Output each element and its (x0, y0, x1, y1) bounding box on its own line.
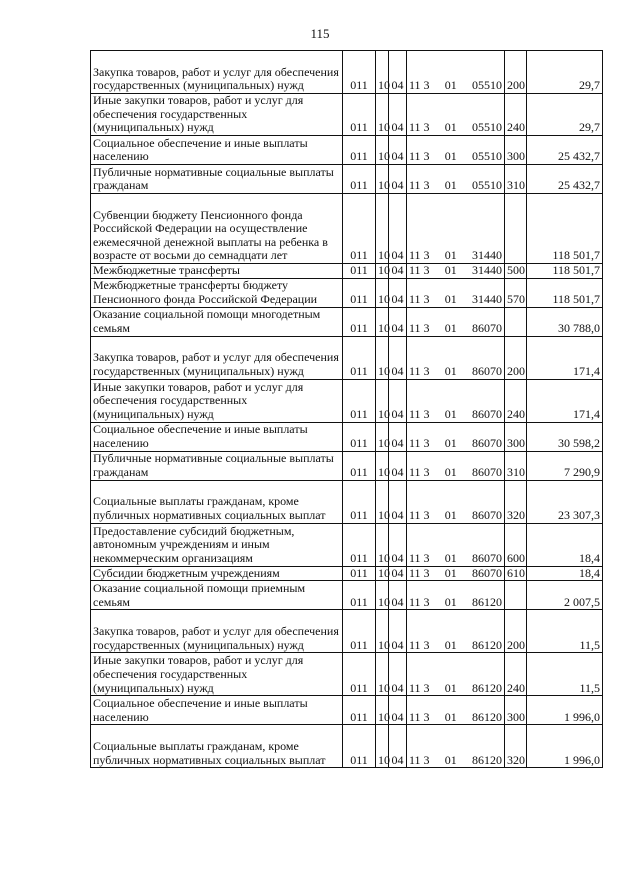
expense-type-cell (505, 581, 527, 610)
glav-code-cell: 011 (343, 379, 376, 422)
target-article-part: 31440 (472, 263, 502, 277)
target-article-cell (407, 165, 505, 194)
amount-cell: 29,7 (527, 94, 603, 136)
target-article-cell (407, 422, 505, 451)
target-article-cell (407, 480, 505, 523)
subsection-code-cell: 04 (389, 581, 407, 610)
name-cell: Социальные выплаты гражданам, кроме публичных нормативных социальных выплат (91, 480, 343, 523)
name-cell: Межбюджетные трансферты (91, 264, 343, 279)
expense-type-cell: 240 (505, 653, 527, 696)
expense-type-cell: 320 (505, 480, 527, 523)
table-row (91, 451, 603, 480)
target-article-part: 86070 (472, 508, 502, 522)
glav-code-cell: 011 (343, 194, 376, 264)
target-article-part: 11 3 (409, 551, 430, 565)
expense-type-cell: 300 (505, 696, 527, 725)
name-cell: Закупка товаров, работ и услуг для обеспечения государственных (муниципальных) нужд (91, 336, 343, 379)
glav-code-cell: 011 (343, 336, 376, 379)
target-article-part: 86070 (472, 364, 502, 378)
target-article-part: 86070 (472, 565, 502, 580)
name-cell: Субсидии бюджетным учреждениям (91, 566, 343, 581)
section-code-cell: 10 (376, 451, 389, 480)
name-cell: Иные закупки товаров, работ и услуг для обеспечения государственных (муниципальных) нужд (91, 379, 343, 422)
amount-cell: 1 996,0 (527, 725, 603, 768)
name-cell: Оказание социальной помощи многодетным семьям (91, 307, 343, 336)
table-row (91, 696, 603, 725)
section-code-cell: 10 (376, 264, 389, 279)
target-article-cell (407, 696, 505, 725)
glav-code-cell: 011 (343, 653, 376, 696)
name-cell: Социальные выплаты гражданам, кроме публичных нормативных социальных выплат (91, 725, 343, 768)
expense-type-cell: 500 (505, 264, 527, 279)
section-code-cell: 10 (376, 165, 389, 194)
target-article-part: 01 (444, 709, 457, 724)
amount-cell: 118 501,7 (527, 264, 603, 279)
glav-code-cell: 011 (343, 610, 376, 653)
subsection-code-cell: 04 (389, 725, 407, 768)
table-row (91, 94, 603, 136)
glav-code-cell: 011 (343, 136, 376, 165)
expense-type-cell: 310 (505, 451, 527, 480)
target-article-cell (407, 581, 505, 610)
target-article-part: 01 (444, 752, 457, 767)
target-article-part: 05510 (472, 178, 502, 193)
name-cell: Закупка товаров, работ и услуг для обеспечения государственных (муниципальных) нужд (91, 51, 343, 94)
name-cell: Социальное обеспечение и иные выплаты населению (91, 136, 343, 165)
target-article-part: 86070 (472, 407, 502, 421)
target-article-part: 11 3 (409, 436, 430, 450)
glav-code-cell: 011 (343, 278, 376, 307)
target-article-part: 86070 (472, 321, 502, 335)
target-article-part: 01 (444, 248, 457, 263)
target-article-part: 11 3 (409, 78, 430, 93)
subsection-code-cell: 04 (389, 379, 407, 422)
target-article-part: 11 3 (409, 637, 430, 652)
subsection-code-cell: 04 (389, 696, 407, 725)
subsection-code-cell: 04 (389, 165, 407, 194)
page-number: 115 (310, 26, 330, 41)
target-article-part: 86120 (472, 594, 502, 609)
target-article-part: 11 3 (409, 565, 430, 580)
expense-type-cell: 570 (505, 278, 527, 307)
amount-cell: 118 501,7 (527, 194, 603, 264)
expense-type-cell: 300 (505, 422, 527, 451)
target-article-part: 11 3 (409, 680, 430, 695)
name-cell: Иные закупки товаров, работ и услуг для обеспечения государственных (муниципальных) нужд (91, 653, 343, 696)
table-row (91, 480, 603, 523)
section-code-cell: 10 (376, 581, 389, 610)
amount-cell: 18,4 (527, 566, 603, 581)
target-article-cell (407, 379, 505, 422)
section-code-cell: 10 (376, 51, 389, 94)
table-row (91, 725, 603, 768)
glav-code-cell: 011 (343, 451, 376, 480)
glav-code-cell: 011 (343, 725, 376, 768)
target-article-part: 01 (444, 364, 457, 378)
subsection-code-cell: 04 (389, 278, 407, 307)
target-article-part: 86070 (472, 436, 502, 450)
section-code-cell: 10 (376, 480, 389, 523)
glav-code-cell: 011 (343, 165, 376, 194)
target-article-part: 86070 (472, 465, 502, 479)
section-code-cell: 10 (376, 523, 389, 566)
table-row (91, 581, 603, 610)
table-row (91, 336, 603, 379)
subsection-code-cell: 04 (389, 653, 407, 696)
amount-cell: 25 432,7 (527, 136, 603, 165)
table-row (91, 278, 603, 307)
amount-cell: 171,4 (527, 336, 603, 379)
amount-cell: 25 432,7 (527, 165, 603, 194)
target-article-part: 11 3 (409, 407, 430, 421)
expense-type-cell: 610 (505, 566, 527, 581)
target-article-part: 11 3 (409, 465, 430, 479)
section-code-cell: 10 (376, 379, 389, 422)
subsection-code-cell: 04 (389, 307, 407, 336)
section-code-cell: 10 (376, 336, 389, 379)
amount-cell: 2 007,5 (527, 581, 603, 610)
target-article-part: 11 3 (409, 292, 430, 306)
target-article-part: 01 (444, 465, 457, 479)
section-code-cell: 10 (376, 610, 389, 653)
subsection-code-cell: 04 (389, 194, 407, 264)
target-article-part: 05510 (472, 78, 502, 93)
table-row (91, 51, 603, 94)
section-code-cell: 10 (376, 278, 389, 307)
target-article-part: 31440 (472, 248, 502, 263)
target-article-cell (407, 194, 505, 264)
section-code-cell: 10 (376, 422, 389, 451)
subsection-code-cell: 04 (389, 566, 407, 581)
target-article-part: 11 3 (409, 594, 430, 609)
target-article-part: 01 (444, 565, 457, 580)
table-row (91, 523, 603, 566)
expense-type-cell: 310 (505, 165, 527, 194)
target-article-part: 01 (444, 178, 457, 193)
target-article-part: 11 3 (409, 263, 430, 277)
subsection-code-cell: 04 (389, 480, 407, 523)
target-article-cell (407, 94, 505, 136)
target-article-cell (407, 136, 505, 165)
expense-type-cell: 200 (505, 51, 527, 94)
target-article-cell (407, 451, 505, 480)
amount-cell: 23 307,3 (527, 480, 603, 523)
target-article-cell (407, 51, 505, 94)
glav-code-cell: 011 (343, 94, 376, 136)
name-cell: Публичные нормативные социальные выплаты гражданам (91, 451, 343, 480)
target-article-part: 31440 (472, 292, 502, 306)
table-row (91, 307, 603, 336)
expense-type-cell: 300 (505, 136, 527, 165)
table-row (91, 264, 603, 279)
table-row (91, 379, 603, 422)
target-article-part: 01 (444, 78, 457, 93)
target-article-cell (407, 610, 505, 653)
target-article-part: 11 3 (409, 321, 430, 335)
glav-code-cell: 011 (343, 696, 376, 725)
table-row (91, 653, 603, 696)
target-article-part: 01 (444, 551, 457, 565)
subsection-code-cell: 04 (389, 94, 407, 136)
name-cell: Публичные нормативные социальные выплаты гражданам (91, 165, 343, 194)
amount-cell: 11,5 (527, 653, 603, 696)
subsection-code-cell: 04 (389, 264, 407, 279)
name-cell: Иные закупки товаров, работ и услуг для обеспечения государственных (муниципальных) нужд (91, 94, 343, 136)
name-cell: Оказание социальной помощи приемным семьям (91, 581, 343, 610)
glav-code-cell: 011 (343, 523, 376, 566)
section-code-cell: 10 (376, 307, 389, 336)
glav-code-cell: 011 (343, 51, 376, 94)
section-code-cell: 10 (376, 566, 389, 581)
amount-cell: 30 598,2 (527, 422, 603, 451)
subsection-code-cell: 04 (389, 422, 407, 451)
section-code-cell: 10 (376, 94, 389, 136)
target-article-part: 11 3 (409, 149, 430, 164)
target-article-cell (407, 307, 505, 336)
target-article-part: 05510 (472, 149, 502, 164)
section-code-cell: 10 (376, 725, 389, 768)
target-article-part: 01 (444, 594, 457, 609)
glav-code-cell: 011 (343, 480, 376, 523)
target-article-cell (407, 523, 505, 566)
glav-code-cell: 011 (343, 307, 376, 336)
target-article-cell (407, 566, 505, 581)
expense-type-cell: 240 (505, 379, 527, 422)
target-article-part: 11 3 (409, 178, 430, 193)
section-code-cell: 10 (376, 194, 389, 264)
name-cell: Социальное обеспечение и иные выплаты населению (91, 422, 343, 451)
table-row (91, 422, 603, 451)
name-cell: Субвенции бюджету Пенсионного фонда Российской Федерации на осуществление ежемесячной денежной выплаты на ребенка в возрасте от восьми до семнадцати лет (91, 194, 343, 264)
target-article-part: 86120 (472, 752, 502, 767)
glav-code-cell: 011 (343, 422, 376, 451)
target-article-part: 01 (444, 292, 457, 306)
amount-cell: 118 501,7 (527, 278, 603, 307)
glav-code-cell: 011 (343, 264, 376, 279)
subsection-code-cell: 04 (389, 51, 407, 94)
target-article-cell (407, 725, 505, 768)
target-article-part: 86070 (472, 551, 502, 565)
expense-type-cell (505, 194, 527, 264)
target-article-cell (407, 264, 505, 279)
name-cell: Предоставление субсидий бюджетным, автономным учреждениям и иным некоммерческим организациям (91, 523, 343, 566)
target-article-part: 01 (444, 508, 457, 522)
target-article-part: 11 3 (409, 508, 430, 522)
table-row (91, 610, 603, 653)
expense-type-cell: 600 (505, 523, 527, 566)
subsection-code-cell: 04 (389, 451, 407, 480)
target-article-part: 01 (444, 407, 457, 421)
target-article-part: 11 3 (409, 709, 430, 724)
expense-type-cell: 200 (505, 610, 527, 653)
target-article-cell (407, 336, 505, 379)
target-article-part: 86120 (472, 680, 502, 695)
expense-type-cell (505, 307, 527, 336)
target-article-cell (407, 653, 505, 696)
target-article-part: 01 (444, 637, 457, 652)
target-article-part: 01 (444, 149, 457, 164)
table-row (91, 194, 603, 264)
target-article-part: 11 3 (409, 752, 430, 767)
subsection-code-cell: 04 (389, 336, 407, 379)
target-article-part: 05510 (472, 120, 502, 135)
table-row (91, 136, 603, 165)
amount-cell: 29,7 (527, 51, 603, 94)
subsection-code-cell: 04 (389, 136, 407, 165)
name-cell: Межбюджетные трансферты бюджету Пенсионного фонда Российской Федерации (91, 278, 343, 307)
amount-cell: 18,4 (527, 523, 603, 566)
expense-type-cell: 200 (505, 336, 527, 379)
subsection-code-cell: 04 (389, 610, 407, 653)
name-cell: Социальное обеспечение и иные выплаты населению (91, 696, 343, 725)
section-code-cell: 10 (376, 696, 389, 725)
table-row (91, 566, 603, 581)
expense-type-cell: 240 (505, 94, 527, 136)
target-article-cell (407, 278, 505, 307)
target-article-part: 11 3 (409, 248, 430, 263)
expense-type-cell: 320 (505, 725, 527, 768)
target-article-part: 11 3 (409, 120, 430, 135)
subsection-code-cell: 04 (389, 523, 407, 566)
target-article-part: 01 (444, 321, 457, 335)
target-article-part: 11 3 (409, 364, 430, 378)
amount-cell: 171,4 (527, 379, 603, 422)
section-code-cell: 10 (376, 136, 389, 165)
target-article-part: 86120 (472, 709, 502, 724)
amount-cell: 11,5 (527, 610, 603, 653)
glav-code-cell: 011 (343, 581, 376, 610)
amount-cell: 7 290,9 (527, 451, 603, 480)
glav-code-cell: 011 (343, 566, 376, 581)
section-code-cell: 10 (376, 653, 389, 696)
target-article-part: 01 (444, 263, 457, 277)
target-article-part: 01 (444, 120, 457, 135)
target-article-part: 01 (444, 680, 457, 695)
target-article-part: 01 (444, 436, 457, 450)
target-article-part: 86120 (472, 637, 502, 652)
amount-cell: 1 996,0 (527, 696, 603, 725)
name-cell: Закупка товаров, работ и услуг для обеспечения государственных (муниципальных) нужд (91, 610, 343, 653)
table-row (91, 165, 603, 194)
amount-cell: 30 788,0 (527, 307, 603, 336)
budget-table (90, 50, 603, 768)
